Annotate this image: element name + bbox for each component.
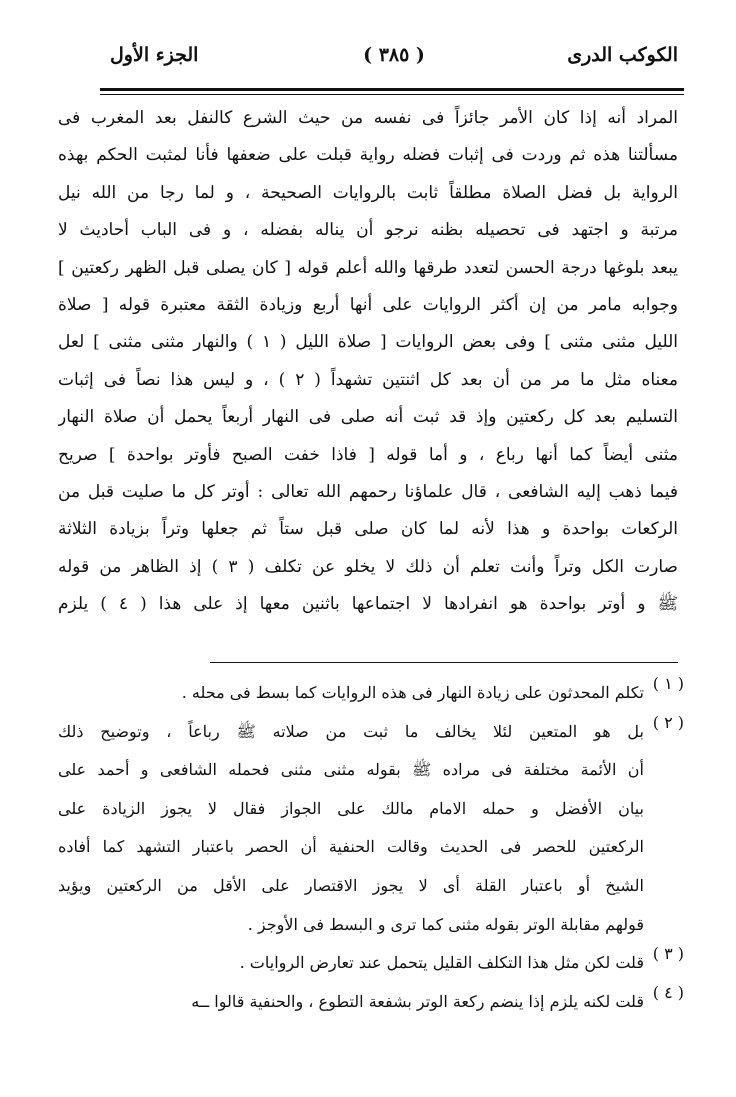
book-title: الكوكب الدرى <box>567 44 678 66</box>
page-number: ( ٣٨٥ ) <box>363 44 425 66</box>
text-line: الركعات بواحدة و هذا لأنه لما كان صلى قبل ستاً ثم جعلها وتراً بزيادة الثلاثة <box>58 519 678 540</box>
page-header <box>110 38 678 78</box>
text-line: التسليم بعد كل ركعتين وإذ قد ثبت أنه صلى فى النهار أربعاً يحمل أن صلاة النهار <box>58 407 678 428</box>
text-line: المراد أنه إذا كان الأمر جائزاً فى نفسه من حيث الشرع كالنفل بعد المغرب فى <box>58 108 678 128</box>
footnote-line: أن الأئمة مختلفة فى مراده ﷺ بقوله مثنى مثنى فحمله الشافعى و أحمد على <box>58 760 644 780</box>
footnote-number: ( ٤ ) <box>652 982 684 1002</box>
footnote-line: قلت لكن مثل هذا التكلف القليل يتحمل عند تعارض الروايات . <box>239 953 644 973</box>
footnote-line: الشيخ أو باعتبار القلة أى لا يجوز الاقتصار على الأقل من الركعتين ويؤيد <box>58 875 644 895</box>
text-line: يبعد بلوغها درجة الحسن لتعدد طرقها والله أعلم قوله [ كان يصلى قبل الظهر ركعتين ] <box>58 257 678 278</box>
text-line: معناه مثل ما مر من أن بعد كل اثنتين تشهداً ( ٢ ) ، و ليس هذا نصاً فى إثبات <box>58 369 678 390</box>
footnote-line: قلت لكنه يلزم إذا ينضم ركعة الوتر بشفعة التطوع ، والحنفية قالوا ــه <box>191 991 644 1011</box>
header-rule-thin <box>100 94 684 95</box>
footnote <box>58 944 684 983</box>
text-line: الرواية بل فضل الصلاة مطلقاً ثابت بالروايات الصحيحة ، و لما رجا من الله نيل <box>58 182 678 203</box>
text-line: مثنى أيضاً كما أنها رباع ، و أما قوله [ فاذا خفت الصبح فأوتر بواحدة ] صريح <box>58 444 678 465</box>
footnote <box>58 674 684 713</box>
footnote-number: ( ٣ ) <box>652 944 684 964</box>
footnote-number: ( ١ ) <box>652 674 684 693</box>
text-line: ﷺ و أوتر بواحدة هو انفرادها لا اجتماعها باثنين معها إذ على هذا ( ٤ ) يلزم <box>58 594 678 615</box>
footnote-line: الركعتين للحصر فى الحديث وقالت الحنفية أن الحصر باعتبار التشهد كما أفاده <box>58 837 644 857</box>
footnote-line: تكلم المحدثون على زيادة النهار فى هذه الروايات كما بسط فى محله . <box>181 683 644 702</box>
text-line: الليل مثنى مثنى ] وفى بعض الروايات [ صلاة الليل ( ١ ) والنهار مثنى مثنى ] لعل <box>58 332 678 353</box>
footnotes <box>58 674 684 1021</box>
text-line: صارت الكل وتراً وأنت تعلم أن ذلك لا يخلو عن تكلف ( ٣ ) إذ الظاهر من قوله <box>58 556 678 577</box>
footnote <box>58 713 684 945</box>
main-text <box>58 100 678 623</box>
text-line: وجوابه مامر من إن أكثر الروايات على أنها أربع وزيادة الثقة معتبرة قوله [ صلاة <box>58 294 678 315</box>
text-line: فيما ذهب إليه الشافعى ، قال علماؤنا رحمهم الله تعالى : أوتر كل ما صليت قبل من <box>58 481 678 502</box>
volume-part: الجزء الأول <box>110 44 199 66</box>
text-line: مسألتنا هذه ثم وردت فى إثبات فضله رواية قبلت على ضعفها فأنا لمثبت الحكم بهذه <box>58 145 678 166</box>
footnote-line: بل هو المتعين لئلا يخالف ما ثبت من صلاته ﷺ رباعاً ، وتوضيح ذلك <box>58 721 644 741</box>
footnote-separator <box>210 662 678 663</box>
footnote-line: بيان الأفضل و حمله الامام مالك على الجواز فقال لا يجوز الزيادة على <box>58 798 644 818</box>
header-rule-thick <box>100 88 684 91</box>
text-line: مرتبة و اجتهد فى تحصيله بظنه نرجو أن يناله بفضله ، و فى الباب أحاديث لا <box>58 220 678 241</box>
footnote <box>58 983 684 1022</box>
footnote-line: قولهم مقابلة الوتر بقوله مثنى كما ترى و البسط فى الأوجز . <box>247 914 644 934</box>
footnote-number: ( ٢ ) <box>652 712 684 732</box>
